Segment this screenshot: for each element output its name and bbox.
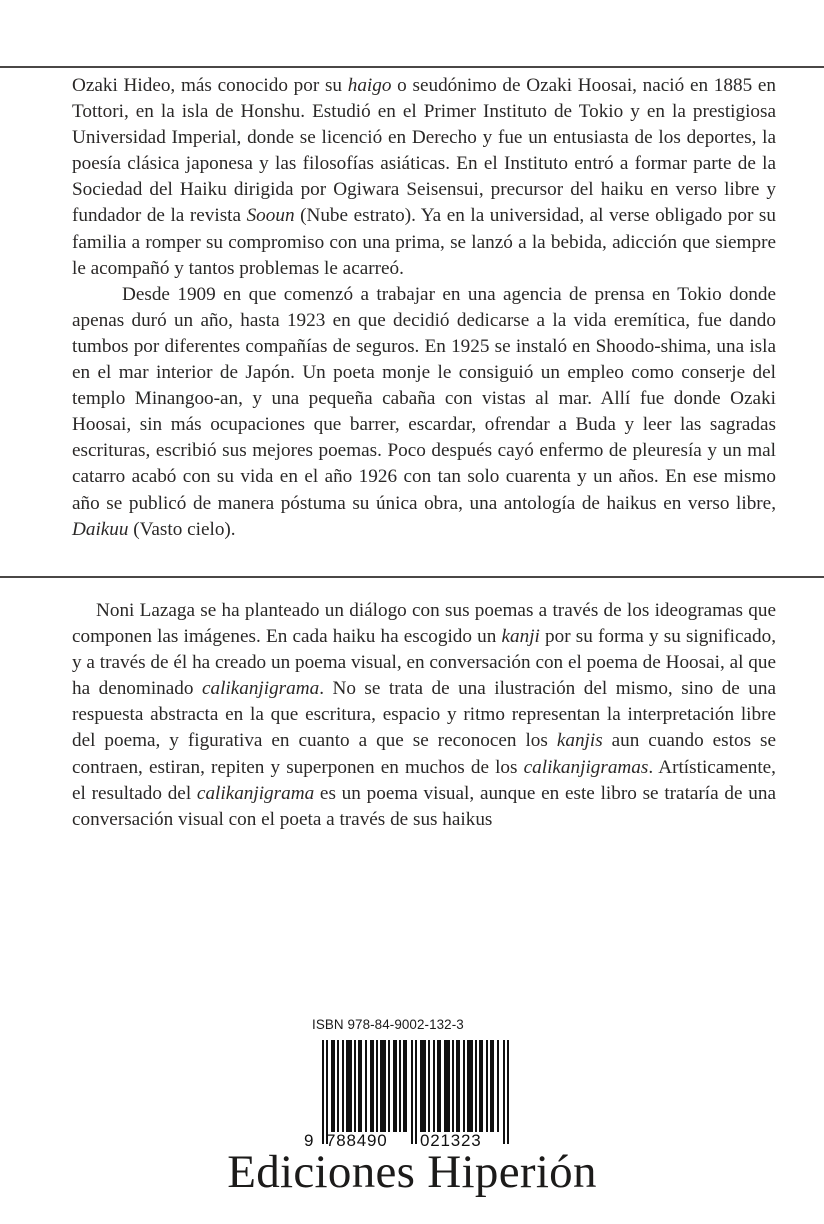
barcode-bars [322, 1040, 509, 1144]
bio-paragraph-1 [72, 73, 776, 282]
noni-text: es un poema visual, aunque en este libro se trataría de una conversación visual con el poeta a través de sus haikus [72, 782, 776, 830]
bio-italic-sooun: Sooun [246, 205, 295, 227]
noni-italic-kanjis: kanjis [556, 730, 603, 752]
barcode-digit-group-left: 788490 [326, 1131, 388, 1150]
illustrator-description [72, 598, 776, 833]
noni-italic-kanji: kanji [501, 626, 540, 648]
bio-italic-haigo: haigo [347, 75, 392, 96]
noni-text: Noni Lazaga se ha planteado un diálogo con sus poemas a través de los ideogramas que componen las imágenes. En cada haiku ha escogido un [72, 600, 776, 648]
barcode-digit-group-right: 021323 [420, 1131, 482, 1150]
author-biography [72, 73, 776, 543]
noni-text: por su forma y su significado, y a través de él ha creado un poema visual, en conversación con el poema de Hoosai, al que ha denominado [72, 626, 776, 700]
bio-text: Ozaki Hideo, más conocido por su [72, 75, 348, 96]
publisher-name: Ediciones Hiperión [227, 1146, 597, 1198]
noni-italic-calikanjigrama: calikanjigrama [201, 678, 320, 700]
top-divider [0, 66, 824, 68]
bio-text: Desde 1909 en que comenzó a trabajar en una agencia de prensa en Tokio donde apenas duró un año, hasta 1923 en que decidió dedicarse a la vida eremítica, fue dando tumbos por diferentes compañías de seguros. En 1925 se instaló en Shoodo-shima, una isla en el mar interior de Japón. Un poeta monje le consiguió un empleo como conserje del templo Minangoo-an, y una pequeña cabaña con vistas al mar. Allí fue donde Ozaki Hoosai, sin más ocupaciones que barrer, escardar, ofrendar a Buda y leer las sagradas escrituras, escribió sus mejores poemas. Poco después cayó enfermo de pleuresía y un mal catarro acabó con su vida en el año 1926 con tan solo cuarenta y un años. En ese mismo año se publicó de manera póstuma su única obra, una antología de haikus en verso libre, [72, 283, 776, 514]
middle-divider [0, 576, 824, 578]
bio-text: (Vasto cielo). [128, 518, 236, 540]
noni-text: . No se trata de una ilustración del mismo, sino de una respuesta abstracta en la que escritura, espacio y ritmo representan la interpretación libre del poema, y figurativa en cuanto a que se reconocen los [72, 678, 776, 752]
bio-text: o seudónimo de Ozaki Hoosai, nació en 1885 en Tottori, en la isla de Honshu. Estudió en el Primer Instituto de Tokio y en la prestigiosa Universidad Imperial, donde se licenció en Derecho y fue un entusiasta de los deportes, la poesía clásica japonesa y las filosofías asiáticas. En el Instituto entró a formar parte de la Sociedad del Haiku dirigida por Ogiwara Seisensui, precursor del haiku en verso libre y fundador de la revista [72, 75, 776, 227]
bio-text: (Nube estrato). Ya en la universidad, al verse obligado por su familia a romper su compromiso con una prima, se lanzó a la bebida, adicción que siempre le acompañó y tantos problemas le acarreó. [72, 205, 776, 279]
barcode-digit-lead: 9 [304, 1131, 314, 1150]
noni-paragraph [72, 598, 776, 833]
noni-text: aun cuando estos se contraen, estiran, repiten y superponen en muchos de los [72, 730, 776, 778]
bio-italic-daikuu: Daikuu [72, 518, 129, 540]
bio-paragraph-2 [72, 282, 776, 543]
noni-text: . Artísticamente, el resultado del [72, 756, 776, 804]
noni-italic-calikanjigrama: calikanjigrama [196, 782, 315, 804]
noni-italic-calikanjigramas: calikanjigramas [523, 756, 649, 778]
isbn-label: ISBN 978-84-9002-132-3 [312, 1017, 464, 1032]
